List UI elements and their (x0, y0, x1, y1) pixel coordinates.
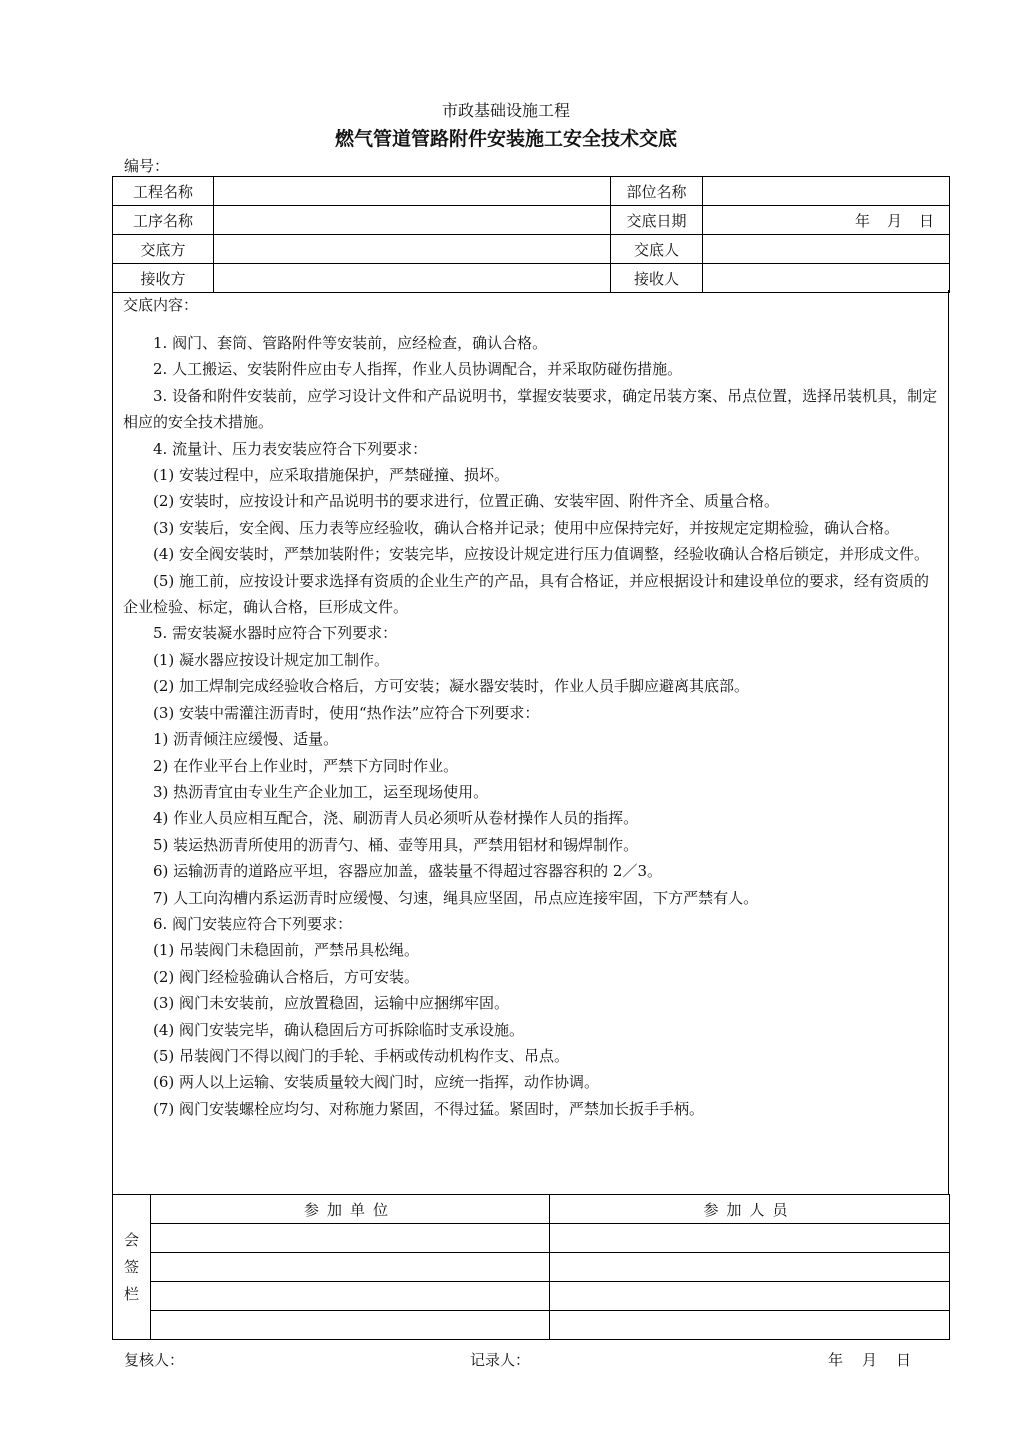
table-row (113, 235, 950, 264)
content-paragraph: 3) 热沥青宜由专业生产企业加工，运至现场使用。 (153, 782, 489, 801)
table-row (113, 1224, 950, 1253)
participating-person-cell[interactable] (550, 1224, 950, 1253)
content-paragraph: (2) 安装时，应按设计和产品说明书的要求进行，位置正确、安装牢固、附件齐全、质量合格。 (153, 492, 780, 511)
document-subtitle: 市政基础设施工程 (441, 101, 570, 120)
table-row (113, 206, 950, 235)
signoff-side-char: 会 (123, 1230, 139, 1249)
content-paragraph: (5) 施工前，应按设计要求选择有资质的企业生产的产品，具有合格证，并应根据设计和建设单位的要求，经有资质的企业检验、标定，确认合格，巨形成文件。 (123, 571, 930, 617)
participating-unit-cell[interactable] (151, 1224, 550, 1253)
section-name-field[interactable] (703, 177, 950, 206)
reviewer-label: 复核人： (124, 1351, 185, 1369)
content-paragraph: (3) 安装中需灌注沥青时，使用“热作法”应符合下列要求： (153, 703, 540, 722)
table-row (113, 1253, 950, 1282)
receiver-person-label: 接收人 (611, 264, 703, 293)
serial-number-label: 编号： (124, 157, 170, 175)
content-paragraph: (1) 凝水器应按设计规定加工制作。 (153, 650, 390, 669)
signoff-side-char: 栏 (123, 1284, 139, 1303)
signoff-side-label (113, 1195, 151, 1340)
project-name-field[interactable] (214, 177, 611, 206)
content-section (112, 290, 949, 1194)
content-paragraph: (7) 阀门安装螺栓应均匀、对称施力紧固，不得过猛。紧固时，严禁加长扳手手柄。 (153, 1099, 705, 1118)
table-row (113, 1282, 950, 1311)
content-paragraph: 4. 流量计、压力表安装应符合下列要求： (153, 439, 428, 458)
participating-person-header: 参加人员 (550, 1195, 950, 1224)
table-row (113, 1311, 950, 1340)
participating-unit-cell[interactable] (151, 1311, 550, 1340)
info-table (112, 176, 950, 293)
participating-person-cell[interactable] (550, 1282, 950, 1311)
content-body (123, 330, 940, 1122)
signoff-table (112, 1194, 950, 1340)
participating-person-cell[interactable] (550, 1253, 950, 1282)
content-paragraph: (4) 阀门安装完毕，确认稳固后方可拆除临时支承设施。 (153, 1020, 525, 1039)
section-name-label: 部位名称 (611, 177, 703, 206)
content-paragraph: 1) 沥青倾注应缓慢、适量。 (153, 730, 339, 749)
signoff-side-char: 签 (123, 1257, 139, 1276)
content-paragraph: (2) 阀门经检验确认合格后，方可安装。 (153, 967, 420, 986)
participating-unit-cell[interactable] (151, 1282, 550, 1311)
issuer-field[interactable] (214, 235, 611, 264)
participating-person-cell[interactable] (550, 1311, 950, 1340)
issuer-person-field[interactable] (703, 235, 950, 264)
footer-date: 年 月 日 (828, 1351, 914, 1369)
content-paragraph: 2. 人工搬运、安装附件应由专人指挥，作业人员协调配合，并采取防碰伤措施。 (153, 360, 683, 379)
issuer-label: 交底方 (113, 235, 214, 264)
issuer-person-label: 交底人 (611, 235, 703, 264)
date-label: 交底日期 (611, 206, 703, 235)
content-paragraph: (6) 两人以上运输、安装质量较大阀门时，应统一指挥，动作协调。 (153, 1073, 600, 1092)
date-field[interactable]: 年 月 日 (703, 206, 950, 235)
content-paragraph: 5. 需安装凝水器时应符合下列要求： (153, 624, 398, 643)
content-paragraph: 6) 运输沥青的道路应平坦，容器应加盖，盛装量不得超过容器容积的 2／3。 (153, 862, 663, 881)
table-row (113, 264, 950, 293)
content-paragraph: (3) 安装后，安全阀、压力表等应经验收，确认合格并记录；使用中应保持完好，并按规定定期检验，确认合格。 (153, 518, 900, 537)
content-paragraph: 6. 阀门安装应符合下列要求： (153, 914, 353, 933)
participating-unit-header: 参加单位 (151, 1195, 550, 1224)
recorder-label: 记录人： (470, 1351, 531, 1369)
content-paragraph: 3. 设备和附件安装前，应学习设计文件和产品说明书，掌握安装要求，确定吊装方案、吊点位置，选择吊装机具，制定相应的安全技术措施。 (123, 386, 938, 432)
content-paragraph: (2) 加工焊制完成经验收合格后，方可安装；凝水器安装时，作业人员手脚应避离其底部。 (153, 677, 750, 696)
table-row (113, 1195, 950, 1224)
content-paragraph: (3) 阀门未安装前，应放置稳固，运输中应捆绑牢固。 (153, 994, 510, 1013)
content-paragraph: 4) 作业人员应相互配合，浇、刷沥青人员必须听从卷材操作人员的指挥。 (153, 809, 639, 828)
receiver-label: 接收方 (113, 264, 214, 293)
receiver-field[interactable] (214, 264, 611, 293)
content-heading: 交底内容： (123, 296, 199, 314)
content-paragraph: 1. 阀门、套筒、管路附件等安装前，应经检查，确认合格。 (153, 334, 548, 352)
participating-unit-cell[interactable] (151, 1253, 550, 1282)
content-paragraph: (1) 安装过程中，应采取措施保护，严禁碰撞、损坏。 (153, 466, 510, 485)
project-name-label: 工程名称 (113, 177, 214, 206)
content-paragraph: 7) 人工向沟槽内系运沥青时应缓慢、匀速，绳具应坚固，吊点应连接牢固，下方严禁有人。 (153, 888, 759, 907)
document-title: 燃气管道管路附件安装施工安全技术交底 (334, 128, 677, 150)
content-paragraph: 2) 在作业平台上作业时，严禁下方同时作业。 (153, 756, 459, 775)
content-paragraph: (4) 安全阀安装时，严禁加装附件；安装完毕，应按设计规定进行压力值调整，经验收确认合格后锁定，并形成文件。 (153, 545, 930, 564)
process-name-field[interactable] (214, 206, 611, 235)
content-paragraph: 5) 装运热沥青所使用的沥青勺、桶、壶等用具，严禁用铝材和锡焊制作。 (153, 835, 639, 854)
table-row (113, 177, 950, 206)
content-paragraph: (1) 吊装阀门未稳固前，严禁吊具松绳。 (153, 941, 420, 960)
process-name-label: 工序名称 (113, 206, 214, 235)
receiver-person-field[interactable] (703, 264, 950, 293)
content-paragraph: (5) 吊装阀门不得以阀门的手轮、手柄或传动机构作支、吊点。 (153, 1046, 570, 1065)
